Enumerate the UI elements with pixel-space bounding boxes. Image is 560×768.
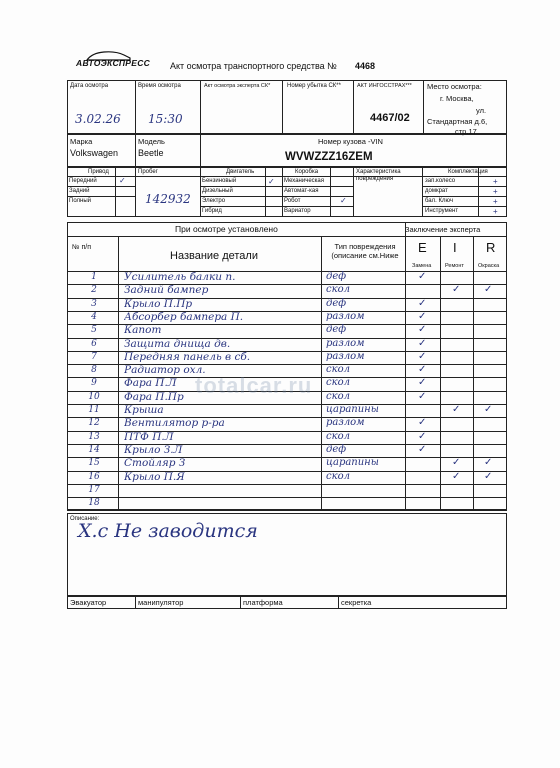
col-e-label: E — [418, 240, 427, 255]
row-mark-replace: ✓ — [418, 271, 427, 282]
row-number: 2 — [91, 285, 97, 296]
row-damage-type: скол — [326, 390, 350, 402]
row-damage-type: скол — [326, 430, 350, 442]
row-mark-replace: ✓ — [418, 350, 427, 362]
col-e-sub: Замена — [412, 263, 432, 269]
row-part-name: Усилитель балки п. — [124, 271, 236, 283]
row-number: 13 — [88, 431, 100, 442]
row-mark-replace: ✓ — [418, 297, 427, 309]
logo-text: АВТОЭКСПРЕСС — [76, 58, 151, 68]
make-value: Volkswagen — [70, 148, 119, 158]
row-number: 8 — [91, 365, 97, 376]
engine-label: Двигатель — [226, 169, 255, 175]
time-value: 15:30 — [148, 112, 183, 126]
row-part-name: Фара П.Л — [124, 377, 177, 390]
row-mark-repair: ✓ — [452, 284, 461, 296]
col-r-sub: Окраска — [478, 263, 500, 269]
row-mark-paint: ✓ — [484, 284, 493, 296]
kit-spare-mark: + — [493, 177, 498, 186]
date-value: 3.02.26 — [75, 112, 121, 126]
row-mark-paint: ✓ — [484, 404, 493, 415]
vin-label: Номер кузова -VIN — [318, 137, 383, 146]
part-label: Название детали — [170, 250, 258, 262]
row-part-name: Крыло З.Л — [124, 443, 183, 456]
row-number: 9 — [91, 378, 97, 389]
row-damage-type: скол — [326, 470, 350, 482]
row-damage-type: разлом — [326, 310, 365, 322]
date-label: Дата осмотра — [70, 83, 109, 89]
gearbox-robot: Робот — [284, 198, 301, 204]
row-number: 6 — [91, 338, 97, 349]
place-line-3: Стандартная д.6, — [427, 117, 488, 126]
row-part-name: Крыло П.Пр — [124, 297, 193, 310]
row-part-name: Крыло П.Я — [124, 470, 185, 483]
row-damage-type: скол — [326, 284, 350, 296]
row-mark-replace: ✓ — [418, 390, 427, 402]
type-label: Тип повреждения (описание см.Ниже — [331, 242, 399, 260]
mileage-label: Пробег — [138, 169, 158, 175]
description-label: Описание: — [70, 516, 100, 522]
row-part-name: Передняя панель в сб. — [124, 350, 251, 363]
row-number: 12 — [88, 418, 100, 429]
row-part-name: Крыша — [124, 404, 164, 416]
row-damage-type: разлом — [326, 350, 365, 362]
no-label: № п/п — [72, 244, 91, 251]
evac-label: Эвакуатор — [70, 598, 107, 607]
row-number: 18 — [88, 498, 100, 509]
kit-key-mark: + — [493, 197, 498, 206]
place-line-4: стр.17 — [455, 127, 477, 136]
act-number: 4468 — [355, 61, 376, 71]
damage-char-label: Характеристика повреждения — [356, 169, 401, 182]
row-part-name: Капот — [124, 324, 162, 337]
place-label: Место осмотра: — [427, 82, 482, 91]
row-part-name: Вентилятор р-ра — [124, 417, 225, 430]
row-number: 5 — [91, 325, 97, 336]
col-r-label: R — [486, 240, 496, 255]
description-value: Х.с Не заводится — [78, 520, 258, 542]
row-part-name: Фара П.Пр — [124, 390, 184, 403]
row-damage-type: деф — [326, 271, 347, 282]
row-damage-type: разлом — [326, 417, 365, 429]
row-part-name: Защита днища дв. — [124, 337, 231, 350]
model-label: Модель — [138, 137, 165, 146]
model-value: Beetle — [138, 148, 164, 158]
vin-value: WVWZZZ16ZEM — [285, 151, 373, 163]
drive-all: Полный — [69, 198, 91, 204]
drive-label: Привод — [88, 169, 109, 175]
form-title: Акт осмотра транспортного средства № — [170, 61, 337, 71]
sekretka-label: секретка — [341, 598, 372, 607]
row-damage-type: деф — [326, 443, 347, 455]
time-label: Время осмотра — [138, 83, 181, 89]
drive-rear: Задний — [69, 188, 90, 194]
row-damage-type: деф — [326, 324, 347, 336]
gearbox-robot-check: ✓ — [340, 196, 347, 205]
row-mark-replace: ✓ — [418, 377, 427, 389]
place-line-1: г. Москва, — [440, 94, 474, 103]
row-damage-type: царапины — [326, 404, 379, 415]
row-number: 1 — [91, 272, 97, 282]
row-mark-repair: ✓ — [452, 404, 461, 415]
row-number: 14 — [88, 444, 100, 455]
col-i-sub: Ремонт — [445, 263, 464, 269]
row-mark-repair: ✓ — [452, 470, 461, 482]
row-damage-type: царапины — [326, 457, 379, 469]
row-damage-type: деф — [326, 297, 347, 309]
mileage-value: 142932 — [145, 192, 191, 206]
watermark: totalcar.ru — [195, 373, 313, 398]
kit-label: Комплектация — [448, 169, 488, 175]
row-part-name: Стойляр З — [124, 457, 186, 470]
row-part-name: Абсорбер бампера П. — [124, 310, 244, 323]
row-mark-replace: ✓ — [418, 324, 427, 336]
row-part-name: ПТФ П.Л — [124, 430, 174, 443]
loss-number-label: Номер убытка СК** — [287, 83, 341, 89]
row-damage-type: разлом — [326, 337, 365, 349]
engine-electric: Электро — [202, 198, 226, 204]
row-mark-repair: ✓ — [452, 457, 461, 469]
row-number: 17 — [88, 484, 100, 495]
gearbox-cvt: Вариатор — [284, 208, 311, 214]
engine-hybrid: Гибрид — [202, 208, 222, 214]
make-label: Марка — [70, 137, 93, 146]
col-i-label: I — [453, 240, 457, 255]
place-line-2: ул. — [476, 106, 487, 115]
row-number: 3 — [91, 298, 97, 309]
gearbox-manual: Механическая — [284, 178, 325, 184]
manip-label: манипулятор — [138, 598, 184, 607]
kit-key: бал. Ключ — [425, 198, 453, 204]
row-mark-paint: ✓ — [484, 457, 493, 469]
row-damage-type: скол — [326, 377, 350, 389]
engine-petrol-check: ✓ — [268, 177, 275, 186]
footer-box — [67, 596, 507, 609]
row-mark-replace: ✓ — [418, 430, 427, 442]
engine-diesel: Дизельный — [202, 188, 233, 194]
drive-front-check: ✓ — [119, 176, 126, 185]
row-number: 16 — [88, 471, 100, 482]
conclusion-label: Заключение эксперта — [405, 225, 481, 234]
row-mark-replace: ✓ — [418, 337, 427, 349]
row-number: 10 — [88, 391, 100, 402]
row-number: 15 — [88, 458, 100, 469]
row-mark-replace: ✓ — [418, 364, 427, 376]
section-label: При осмотре установлено — [175, 224, 278, 234]
row-number: 11 — [88, 405, 100, 415]
drive-front: Передний — [69, 178, 97, 184]
row-mark-replace: ✓ — [418, 417, 427, 429]
platform-label: платформа — [243, 598, 283, 607]
gearbox-auto: Автомат-кая — [284, 188, 319, 194]
kit-tools-mark: + — [493, 207, 498, 216]
expert-act-label: Акт осмотра эксперта СК* — [204, 83, 271, 89]
row-mark-replace: ✓ — [418, 443, 427, 455]
kit-spare: зап.колесо — [425, 178, 456, 184]
row-number: 7 — [91, 351, 97, 362]
kit-jack-mark: + — [493, 187, 498, 196]
row-part-name: Радиатор охл. — [124, 364, 206, 377]
loss-number-value: 4467/02 — [370, 112, 410, 124]
row-damage-type: скол — [326, 364, 350, 376]
row-part-name: Задний бампер — [124, 284, 209, 297]
kit-tools: Инструмент — [425, 208, 459, 214]
company-logo — [76, 50, 151, 72]
kit-jack: домкрат — [425, 188, 448, 194]
row-mark-paint: ✓ — [484, 470, 493, 482]
gearbox-label: Коробка — [295, 169, 319, 175]
ingos-act-label: АКТ ИНГОССТРАХ*** — [357, 83, 412, 89]
row-number: 4 — [91, 311, 97, 322]
engine-petrol: Бензиновый — [202, 178, 237, 184]
row-mark-replace: ✓ — [418, 310, 427, 322]
